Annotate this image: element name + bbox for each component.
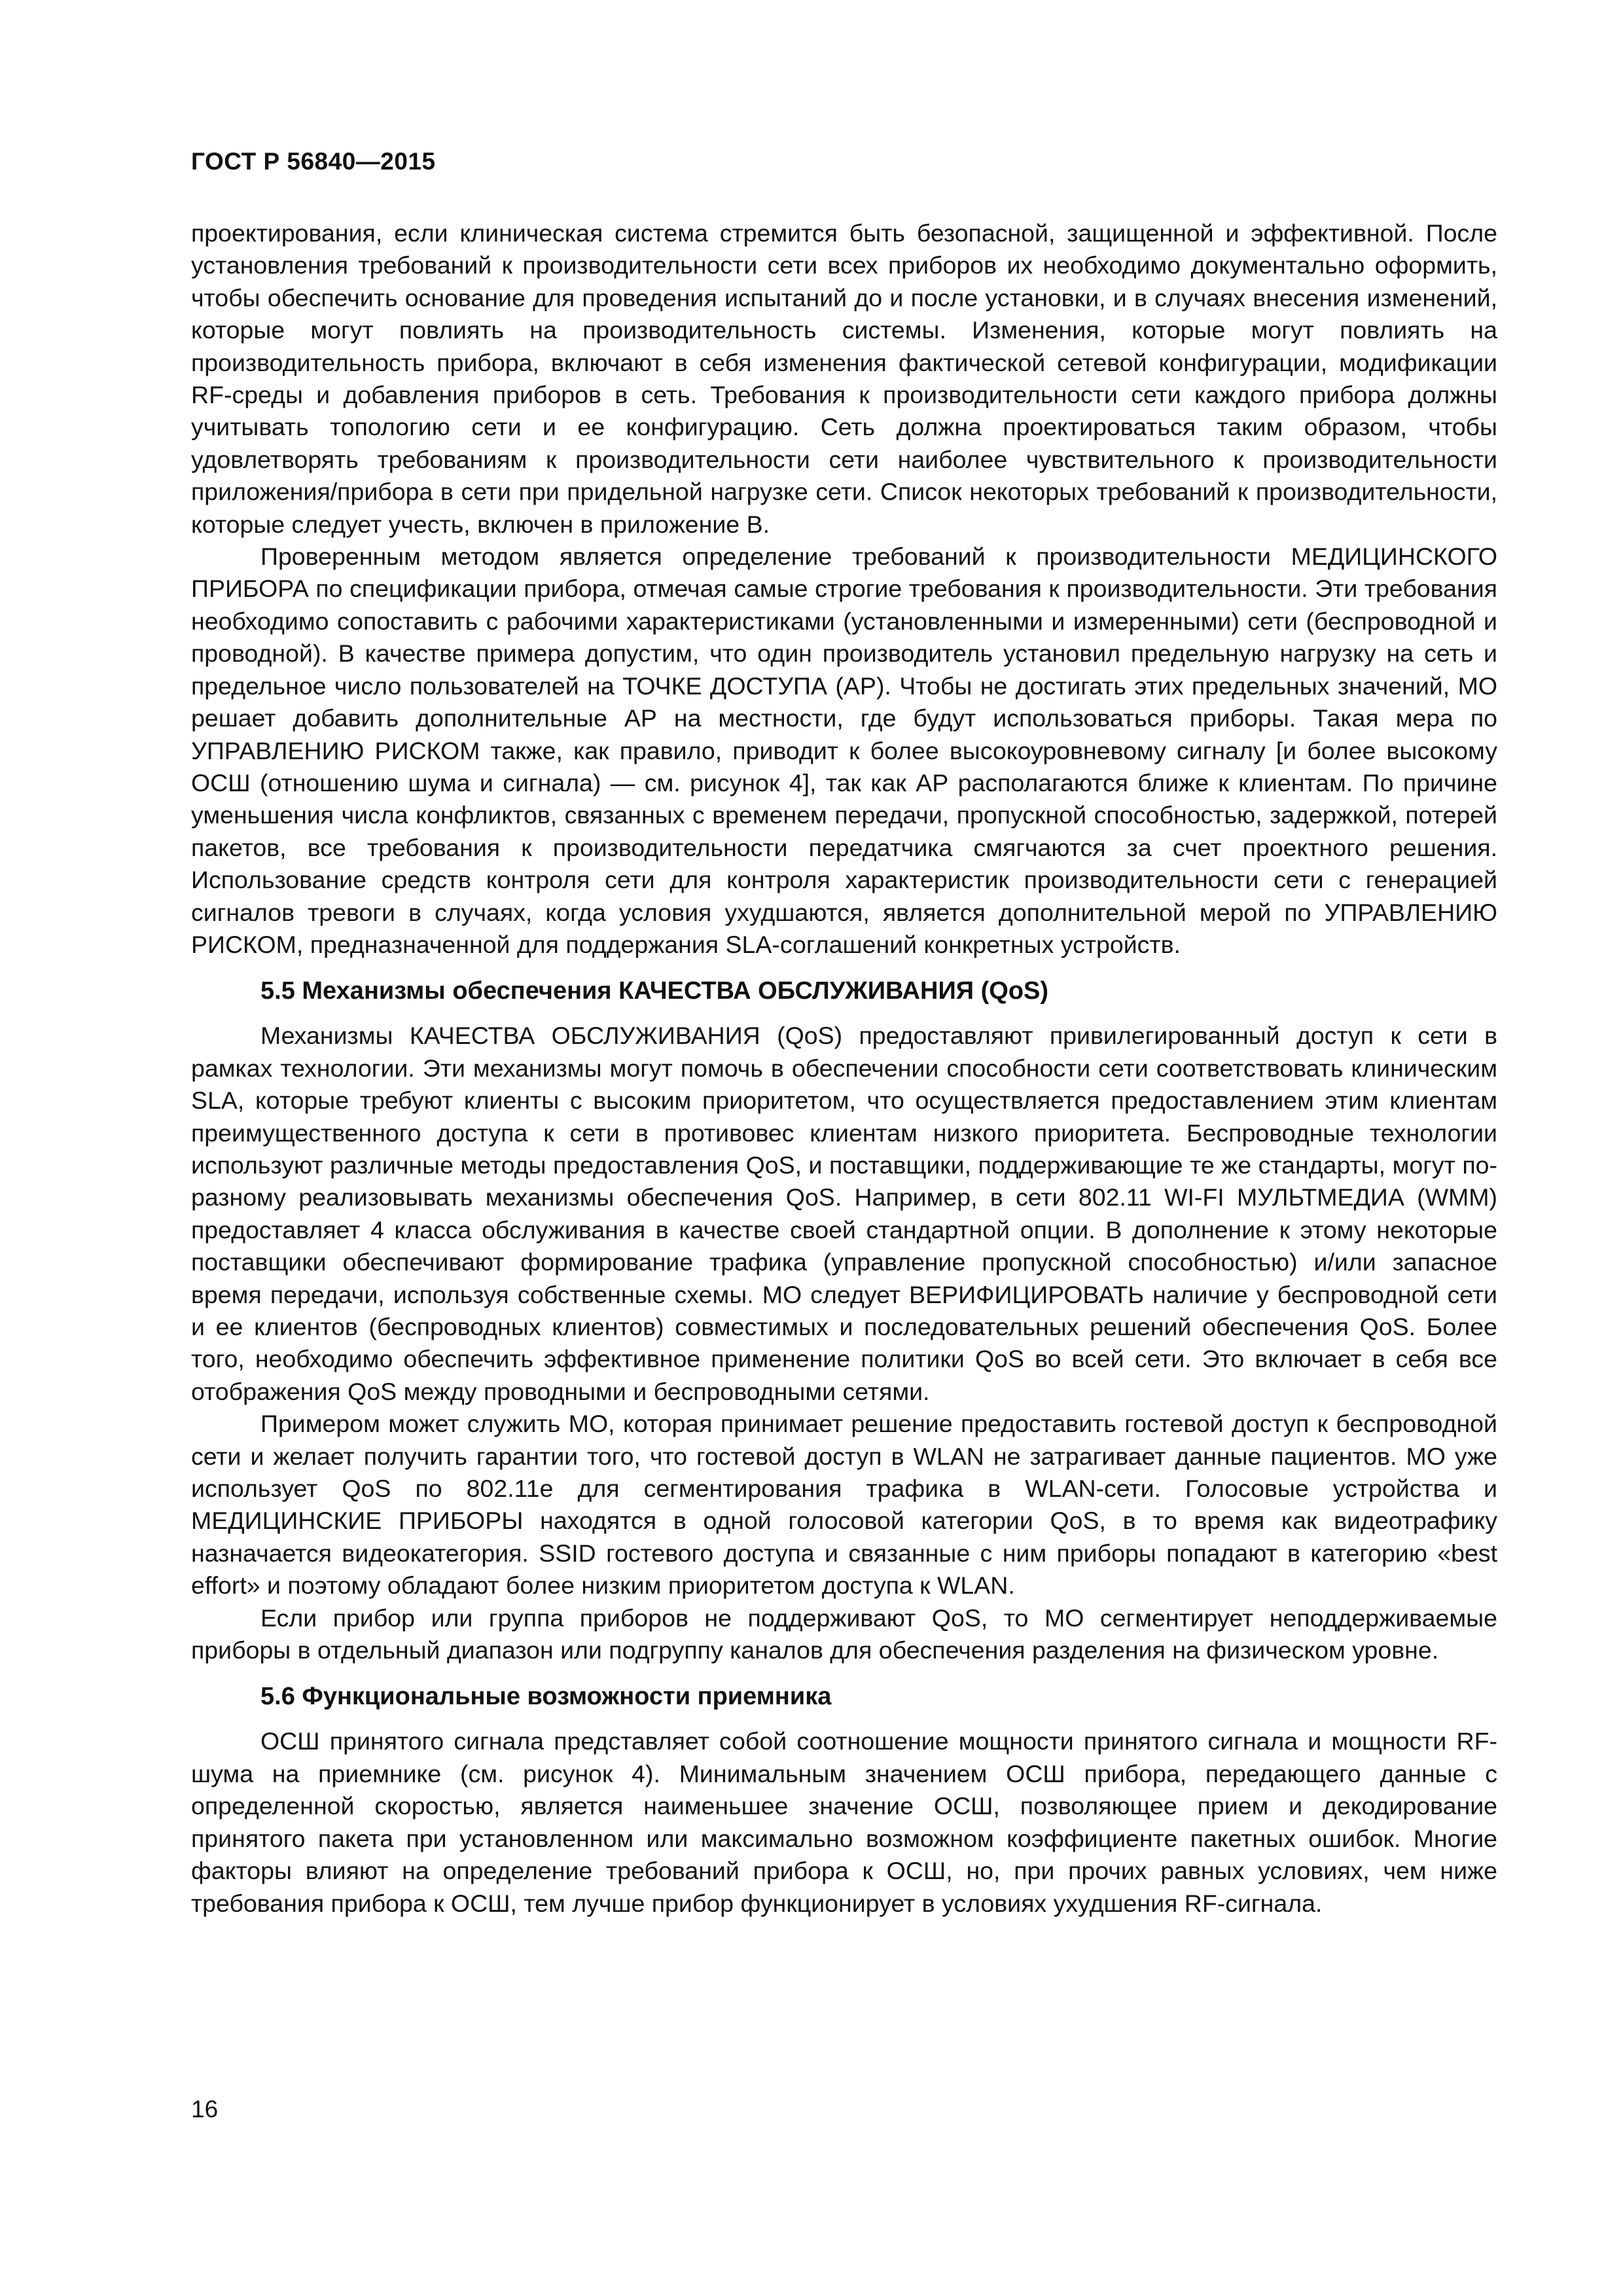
page-number: 16 [191, 2096, 219, 2123]
paragraph-qos-mechanisms: Механизмы КАЧЕСТВА ОБСЛУЖИВАНИЯ (QoS) предоставляют привилегированный доступ к сети в рамках технологии. Эти механизмы могут помочь в обеспечении способности сети соответствовать клиническим SLA, которые требуют клиенты с высоким приоритетом, что осуществляется предоставлением этим клиентам преимущественного доступа к сети в противовес клиентам низкого приоритета. Беспроводные технологии используют различные методы предоставления QoS, и поставщики, поддерживающие те же стандарты, могут по-разному реализовывать механизмы обеспечения QoS. Например, в сети 802.11 WI-FI МУЛЬТМЕДИА (WMM) предоставляет 4 класса обслуживания в качестве своей стандартной опции. В дополнение к этому некоторые поставщики обеспечивают формирование трафика (управление пропускной способностью) и/или запасное время передачи, используя собственные схемы. МО следует ВЕРИФИЦИРОВАТЬ наличие у беспроводной сети и ее клиентов (беспроводных клиентов) совместимых и последовательных решений обеспечения QoS. Более того, необходимо обеспечить эффективное применение политики QoS во всей сети. Это включает в себя все отображения QoS между проводными и беспроводными сетями. [191, 1022, 1497, 1405]
standard-code-header: ГОСТ Р 56840—2015 [191, 148, 436, 175]
document-body [191, 217, 1497, 1920]
section-heading-5-5: 5.5 Механизмы обеспечения КАЧЕСТВА ОБСЛУЖИВАНИЯ (QoS) [260, 977, 1049, 1005]
paragraph-continued: проектирования, если клиническая система стремится быть безопасной, защищенной и эффективной. После установления требований к производительности сети всех приборов их необходимо документально оформить, чтобы обеспечить основание для проведения испытаний до и после установки, и в случаях внесения изменений, которые могут повлиять на производительность системы. Изменения, которые могут повлиять на производительность прибора, включают в себя изменения фактической сетевой конфигурации, модификации RF-среды и добавления приборов в сеть. Требования к производительности сети каждого прибора должны учитывать топологию сети и ее конфигурацию. Сеть должна проектироваться таким образом, чтобы удовлетворять требованиям к производительности сети наиболее чувствительного к производительности приложения/прибора в сети при придельной нагрузке сети. Список некоторых требований к производительности, которые следует учесть, включен в приложение В. [191, 219, 1497, 538]
paragraph-qos-example: Примером может служить МО, которая принимает решение предоставить гостевой доступ к беспроводной сети и желает получить гарантии того, что гостевой доступ в WLAN не затрагивает данные пациентов. МО уже использует QoS по 802.11е для сегментирования трафика в WLAN-сети. Голосовые устройства и МЕДИЦИНСКИЕ ПРИБОРЫ находятся в одной голосовой категории QoS, в то время как видеотрафику назначается видеокатегория. SSID гостевого доступа и связанные с ним приборы попадают в категорию «best effort» и поэтому обладают более низким приоритетом доступа к WLAN. [191, 1410, 1497, 1600]
paragraph-receiver-snr: ОСШ принятого сигнала представляет собой соотношение мощности принятого сигнала и мощности RF-шума на приемнике (см. рисунок 4). Минимальным значением ОСШ прибора, передающего данные с определенной скоростью, является наименьшее значение ОСШ, позволяющее прием и декодирование принятого пакета при установленном или максимально возможном коэффициенте пакетных ошибок. Многие факторы влияют на определение требований прибора к ОСШ, но, при прочих равных условиях, чем ниже требования прибора к ОСШ, тем лучше прибор функционирует в условиях ухудшения RF-сигнала. [191, 1727, 1497, 1917]
paragraph-proven-method: Проверенным методом является определение требований к производительности МЕДИЦИНСКОГО ПРИБОРА по спецификации прибора, отмечая самые строгие требования к производительности. Эти требования необходимо сопоставить с рабочими характеристиками (установленными и измеренными) сети (беспроводной и проводной). В качестве примера допустим, что один производитель установил предельную нагрузку на сеть и предельное число пользователей на ТОЧКЕ ДОСТУПА (АР). Чтобы не достигать этих предельных значений, МО решает добавить дополнительные АР на местности, где будут использоваться приборы. Такая мера по УПРАВЛЕНИЮ РИСКОМ также, как правило, приводит к более высокоуровневому сигналу [и более высокому ОСШ (отношению шума и сигнала) — см. рисунок 4], так как АР располагаются ближе к клиентам. По причине уменьшения числа конфликтов, связанных с временем передачи, пропускной способностью, задержкой, потерей пакетов, все требования к производительности передатчика смягчаются за счет проектного решения. Использование средств контроля сети для контроля характеристик производительности сети с генерацией сигналов тревоги в случаях, когда условия ухудшаются, является дополнительной мерой по УПРАВЛЕНИЮ РИСКОМ, предназначенной для поддержания SLA-соглашений конкретных устройств. [191, 543, 1497, 958]
section-heading-5-6: 5.6 Функциональные возможности приемника [260, 1683, 832, 1711]
paragraph-qos-unsupported: Если прибор или группа приборов не поддерживают QoS, то МО сегментирует неподдерживаемые приборы в отдельный диапазон или подгруппу каналов для обеспечения разделения на физическом уровне. [191, 1604, 1497, 1664]
